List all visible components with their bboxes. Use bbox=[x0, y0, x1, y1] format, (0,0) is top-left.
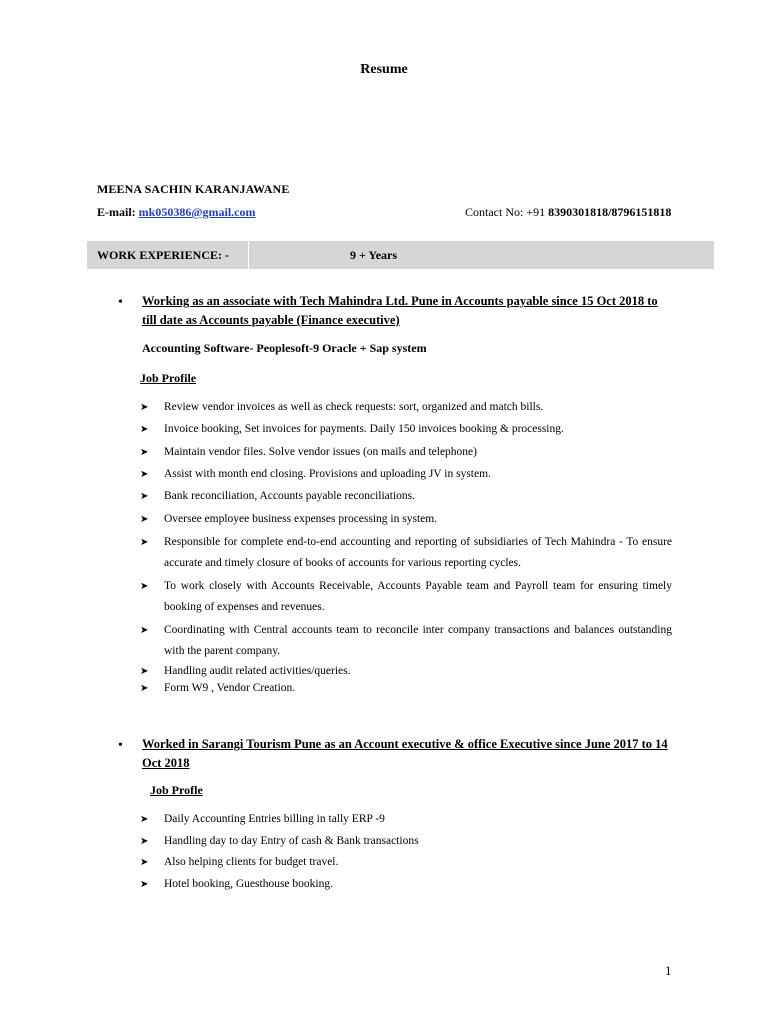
email-line bbox=[97, 205, 256, 220]
arrow-bullet-icon: ➤ bbox=[140, 857, 149, 868]
arrow-bullet-icon: ➤ bbox=[140, 402, 149, 413]
arrow-bullet-icon: ➤ bbox=[140, 447, 149, 458]
arrow-bullet-icon: ➤ bbox=[140, 514, 149, 525]
arrow-bullet-icon: ➤ bbox=[140, 469, 149, 480]
accounting-software: Accounting Software- Peoplesoft-9 Oracle + Sap system bbox=[142, 341, 427, 355]
job-profile-heading: Job Profile bbox=[140, 371, 197, 385]
duty-item: ➤ Bank reconciliation, Accounts payable reconciliations. bbox=[140, 486, 672, 507]
contact-line bbox=[465, 205, 671, 220]
duty-item: ➤ Maintain vendor files. Solve vendor issues (on mails and telephone) bbox=[140, 442, 672, 463]
job-heading: Working as an associate with Tech Mahindra Ltd. Pune in Accounts payable since 15 Oct 2018 to till date as Accounts payable (Finance executive) bbox=[142, 294, 658, 327]
duty-item: ➤ Responsible for complete end-to-end accounting and reporting of subsidiaries of Tech Mahindra - To ensure accurate and timely closure of books of accounts for various reporting cycles. bbox=[140, 532, 672, 574]
duty-item: ➤ Invoice booking, Set invoices for payments. Daily 150 invoices booking & processing. bbox=[140, 419, 672, 440]
email-link[interactable]: mk050386@gmail.com bbox=[138, 205, 256, 219]
arrow-bullet-icon: ➤ bbox=[140, 879, 149, 890]
email-label: E-mail: bbox=[97, 205, 136, 219]
page-number: 1 bbox=[665, 963, 672, 978]
duty-item: ➤ Coordinating with Central accounts team to reconcile inter company transactions and balances outstanding with the parent company. bbox=[140, 620, 672, 662]
duty-item: ➤ Assist with month end closing. Provisions and uploading JV in system. bbox=[140, 464, 672, 485]
work-experience-bar bbox=[87, 241, 714, 269]
duty-item: ➤ Also helping clients for budget travel. bbox=[140, 852, 672, 873]
duty-item: ➤ Review vendor invoices as well as check requests: sort, organized and match bills. bbox=[140, 397, 672, 418]
job-bullet-icon: • bbox=[118, 738, 123, 753]
duty-item: ➤ Handling day to day Entry of cash & Bank transactions bbox=[140, 831, 672, 852]
arrow-bullet-icon: ➤ bbox=[140, 491, 149, 502]
document-title: Resume bbox=[360, 62, 408, 77]
arrow-bullet-icon: ➤ bbox=[140, 537, 149, 548]
duty-item: ➤ Hotel booking, Guesthouse booking. bbox=[140, 874, 672, 895]
duty-item: ➤ Daily Accounting Entries billing in tally ERP -9 bbox=[140, 809, 672, 830]
work-experience-label: WORK EXPERIENCE: - bbox=[97, 248, 230, 262]
arrow-bullet-icon: ➤ bbox=[140, 836, 149, 847]
candidate-name: MEENA SACHIN KARANJAWANE bbox=[97, 182, 290, 196]
arrow-bullet-icon: ➤ bbox=[140, 424, 149, 435]
contact-label: Contact No: +91 bbox=[465, 205, 546, 219]
work-experience-years: 9 + Years bbox=[350, 248, 398, 262]
duty-item: ➤ To work closely with Accounts Receivable, Accounts Payable team and Payroll team for ensuring timely booking of expenses and revenues. bbox=[140, 576, 672, 618]
duty-item: ➤ Handling audit related activities/queries. bbox=[140, 661, 672, 682]
arrow-bullet-icon: ➤ bbox=[140, 581, 149, 592]
work-bar-divider bbox=[248, 241, 249, 269]
duty-item: ➤ Oversee employee business expenses processing in system. bbox=[140, 509, 672, 530]
duty-item: ➤ Form W9 , Vendor Creation. bbox=[140, 678, 672, 699]
arrow-bullet-icon: ➤ bbox=[140, 625, 149, 636]
job-heading: Worked in Sarangi Tourism Pune as an Account executive & office Executive since June 2017 to 14 Oct 2018 bbox=[142, 737, 668, 770]
job-profile-heading: Job Profle bbox=[150, 783, 203, 797]
arrow-bullet-icon: ➤ bbox=[140, 666, 149, 677]
arrow-bullet-icon: ➤ bbox=[140, 683, 149, 694]
contact-numbers: 8390301818/8796151818 bbox=[548, 205, 672, 219]
arrow-bullet-icon: ➤ bbox=[140, 814, 149, 825]
job-bullet-icon: • bbox=[118, 295, 123, 310]
